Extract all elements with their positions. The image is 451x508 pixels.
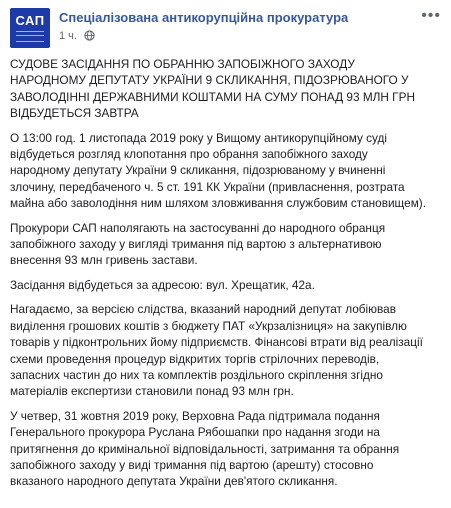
globe-icon[interactable] [84,30,95,45]
post-paragraph-4: Нагадаємо, за версією слідства, вказаний народний депутат лобіював виділення грошових коштів з бюджету ПАТ «Укрзалізниця» на закупівлю товарів у підконтрольних йому підприємств. Фінансові втрати від реалізації схеми проведення процедур відкритих торгів стрілочних переводів, запасних частин до них та комплектів роздільного скріплення згідно матеріалів експертизи становили понад 93 млн грн. [10,302,423,399]
post-meta [59,29,95,45]
post-paragraph-3: Засідання відбудеться за адресою: вул. Хрещатик, 42а. [10,277,315,292]
more-options-icon[interactable]: ••• [421,7,441,24]
post-paragraph-2: Прокурори САП наполягають на застосуванні до народного обранця запобіжного заходу у вигляді тримання під вартою з альтернативою внесення 93 млн гривень застави. [10,220,386,268]
avatar-logo-lines [16,31,44,42]
post-timestamp[interactable]: 1 ч. [59,30,77,42]
page-avatar[interactable] [10,8,50,48]
post-body [10,56,430,498]
page-name-link[interactable]: Спеціалізована антикорупційна прокуратура [59,10,349,25]
post-paragraph-1: О 13:00 год. 1 листопада 2019 року у Вищому антикорупційному суді відбудеться розгляд клопотання про обрання запобіжного заходу народному депутату України 9 скликання, підозрюваному у вчиненні злочину, передбаченого ч. 5 ст. 191 КК України (привласнення, розтрата майна або заволодіння ним шляхом зловживання службовим становищем). [10,130,427,211]
post-paragraph-5: У четвер, 31 жовтня 2019 року, Верховна Рада підтримала подання Генерального прокурора Руслана Рябошапки про надання згоди на притягнення до кримінальної відповідальності, затримання та обрання запобіжного заходу у виді тримання під вартою (арешту) стосовно вказаного народного депутата України дев'ятого скликання. [10,408,400,489]
post-header [10,8,441,44]
post-title: СУДОВЕ ЗАСІДАННЯ ПО ОБРАННЮ ЗАПОБІЖНОГО ЗАХОДУ НАРОДНОМУ ДЕПУТАТУ УКРАЇНИ 9 СКЛИКАННЯ, ПІДОЗРЮВАНОГО У ЗАВОЛОДІННІ ДЕРЖАВНИМИ КОШТАМИ НА СУМУ ПОНАД 93 МЛН ГРН ВІДБУДЕТЬСЯ ЗАВТРА [10,57,415,121]
avatar-logo-text: САП [15,13,45,28]
